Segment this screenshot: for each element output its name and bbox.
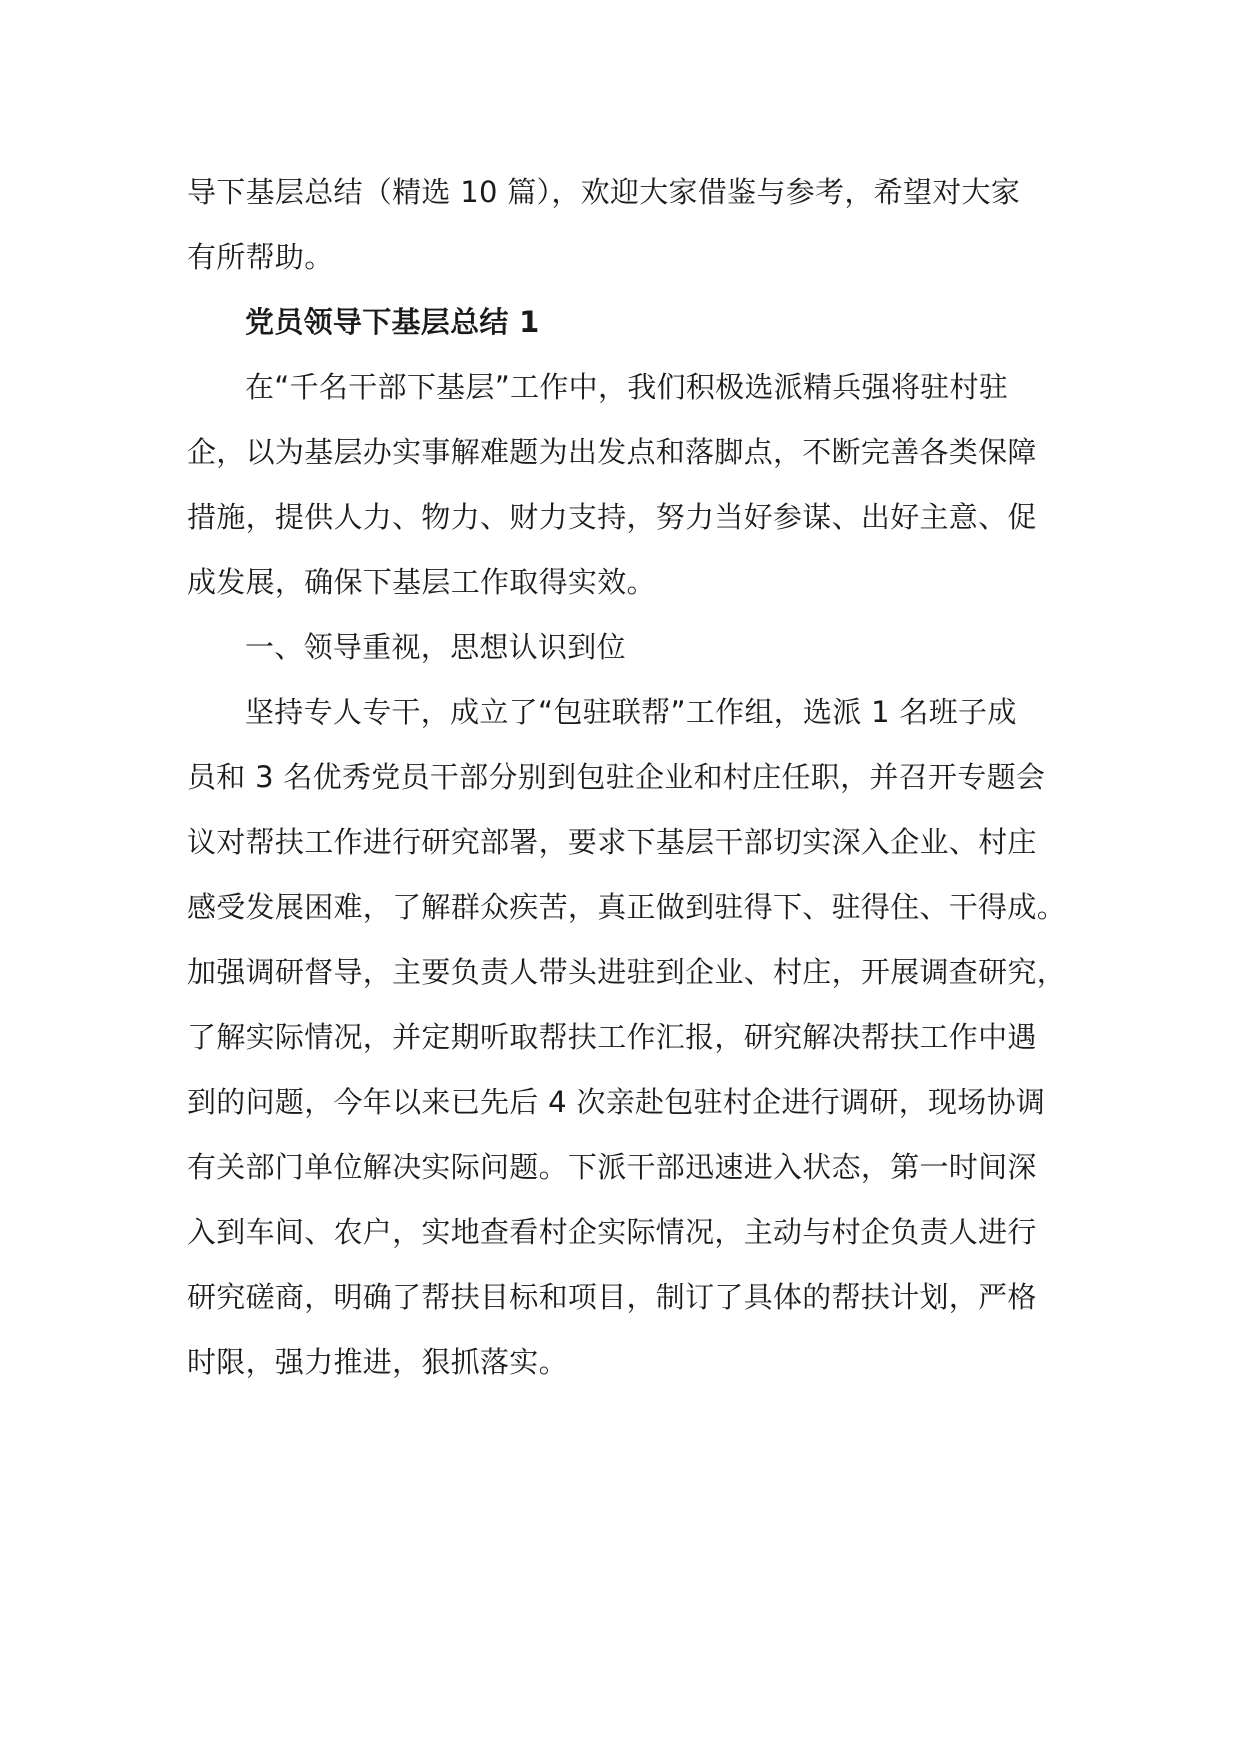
- subheading-paragraph: [187, 615, 1087, 680]
- paragraph-line: 时限，强力推进，狠抓落实。: [187, 1345, 568, 1379]
- paragraph-line: 企，以为基层办实事解难题为出发点和落脚点，不断完善各类保障: [187, 435, 1037, 469]
- subheading: 一、领导重视，思想认识到位: [245, 630, 626, 664]
- paragraph-line: 在“千名干部下基层”工作中，我们积极选派精兵强将驻村驻: [245, 370, 1009, 404]
- section-heading: [187, 290, 1087, 355]
- document-body: [187, 160, 1087, 1395]
- intro-line: 有所帮助。: [187, 240, 334, 274]
- paragraph-line: 到的问题，今年以来已先后 4 次亲赴包驻村企进行调研，现场协调: [187, 1085, 1046, 1119]
- paragraph-line: 入到车间、农户，实地查看村企实际情况，主动与村企负责人进行: [187, 1215, 1037, 1249]
- paragraph-line: 了解实际情况，并定期听取帮扶工作汇报，研究解决帮扶工作中遇: [187, 1020, 1037, 1054]
- paragraph-line: 加强调研督导，主要负责人带头进驻到企业、村庄，开展调查研究，: [187, 955, 1067, 989]
- paragraph-line: 成发展，确保下基层工作取得实效。: [187, 565, 656, 599]
- body-paragraph-1: [187, 355, 1087, 615]
- section-title: 党员领导下基层总结 1: [245, 305, 540, 339]
- paragraph-line: 有关部门单位解决实际问题。下派干部迅速进入状态，第一时间深: [187, 1150, 1037, 1184]
- body-paragraph-2: [187, 680, 1087, 1395]
- paragraph-line: 员和 3 名优秀党员干部分别到包驻企业和村庄任职，并召开专题会: [187, 760, 1046, 794]
- paragraph-line: 感受发展困难，了解群众疾苦，真正做到驻得下、驻得住、干得成。: [187, 890, 1067, 924]
- paragraph-line: 措施，提供人力、物力、财力支持，努力当好参谋、出好主意、促: [187, 500, 1037, 534]
- paragraph-line: 研究磋商，明确了帮扶目标和项目，制订了具体的帮扶计划，严格: [187, 1280, 1037, 1314]
- paragraph-line: 议对帮扶工作进行研究部署，要求下基层干部切实深入企业、村庄: [187, 825, 1037, 859]
- intro-line: 导下基层总结（精选 10 篇），欢迎大家借鉴与参考，希望对大家: [187, 175, 1021, 209]
- paragraph-line: 坚持专人专干，成立了“包驻联帮”工作组，选派 1 名班子成: [245, 695, 1017, 729]
- intro-paragraph: [187, 160, 1087, 290]
